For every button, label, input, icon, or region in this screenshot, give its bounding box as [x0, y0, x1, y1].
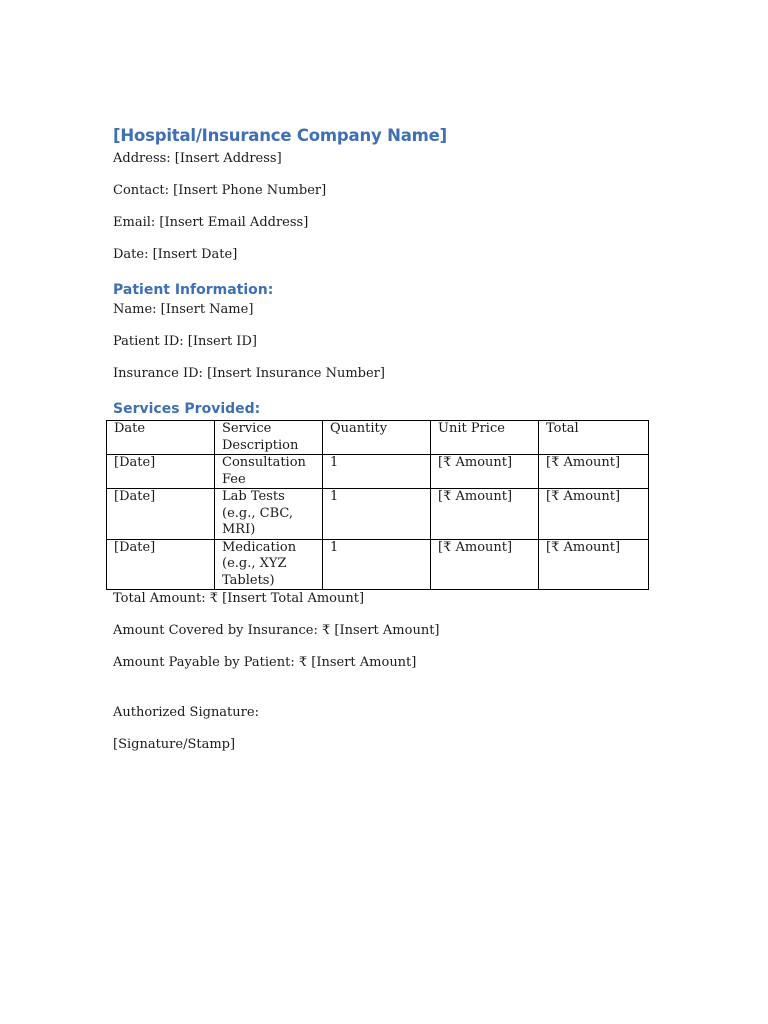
- cell-quantity: 1: [323, 489, 431, 540]
- table-header-row: [107, 421, 649, 455]
- cell-date: [Date]: [107, 455, 215, 489]
- column-header-total: Total: [539, 421, 649, 455]
- services-provided-heading: Services Provided:: [113, 401, 261, 417]
- cell-unit-price: [₹ Amount]: [431, 455, 539, 489]
- date-line: Date: [Insert Date]: [113, 247, 238, 262]
- authorized-signature-label: Authorized Signature:: [113, 705, 259, 720]
- patient-name-line: Name: [Insert Name]: [113, 302, 254, 317]
- cell-date: [Date]: [107, 539, 215, 590]
- cell-service-description: Consultation Fee: [215, 455, 323, 489]
- cell-total: [₹ Amount]: [539, 539, 649, 590]
- email-line: Email: [Insert Email Address]: [113, 215, 309, 230]
- cell-service-description: Medication (e.g., XYZ Tablets): [215, 539, 323, 590]
- bill-document: [113, 124, 653, 768]
- column-header-unit-price: Unit Price: [431, 421, 539, 455]
- table-row: [107, 489, 649, 540]
- insurance-covered-line: Amount Covered by Insurance: ₹ [Insert Amount]: [113, 623, 440, 638]
- company-name-heading: [Hospital/Insurance Company Name]: [113, 126, 447, 145]
- services-table: [106, 420, 649, 590]
- contact-line: Contact: [Insert Phone Number]: [113, 183, 327, 198]
- total-amount-line: Total Amount: ₹ [Insert Total Amount]: [113, 591, 365, 606]
- column-header-date: Date: [107, 421, 215, 455]
- address-line: Address: [Insert Address]: [113, 151, 282, 166]
- cell-quantity: 1: [323, 539, 431, 590]
- cell-date: [Date]: [107, 489, 215, 540]
- cell-service-description: Lab Tests (e.g., CBC, MRI): [215, 489, 323, 540]
- patient-information-heading: Patient Information:: [113, 282, 274, 298]
- patient-payable-line: Amount Payable by Patient: ₹ [Insert Amount]: [113, 655, 417, 670]
- cell-total: [₹ Amount]: [539, 455, 649, 489]
- patient-id-line: Patient ID: [Insert ID]: [113, 334, 257, 349]
- insurance-id-line: Insurance ID: [Insert Insurance Number]: [113, 366, 385, 381]
- cell-quantity: 1: [323, 455, 431, 489]
- table-row: [107, 455, 649, 489]
- signature-spacer: [113, 686, 653, 704]
- cell-unit-price: [₹ Amount]: [431, 539, 539, 590]
- table-row: [107, 539, 649, 590]
- column-header-quantity: Quantity: [323, 421, 431, 455]
- column-header-service-description: Service Description: [215, 421, 323, 455]
- cell-unit-price: [₹ Amount]: [431, 489, 539, 540]
- cell-total: [₹ Amount]: [539, 489, 649, 540]
- signature-stamp-placeholder: [Signature/Stamp]: [113, 737, 236, 752]
